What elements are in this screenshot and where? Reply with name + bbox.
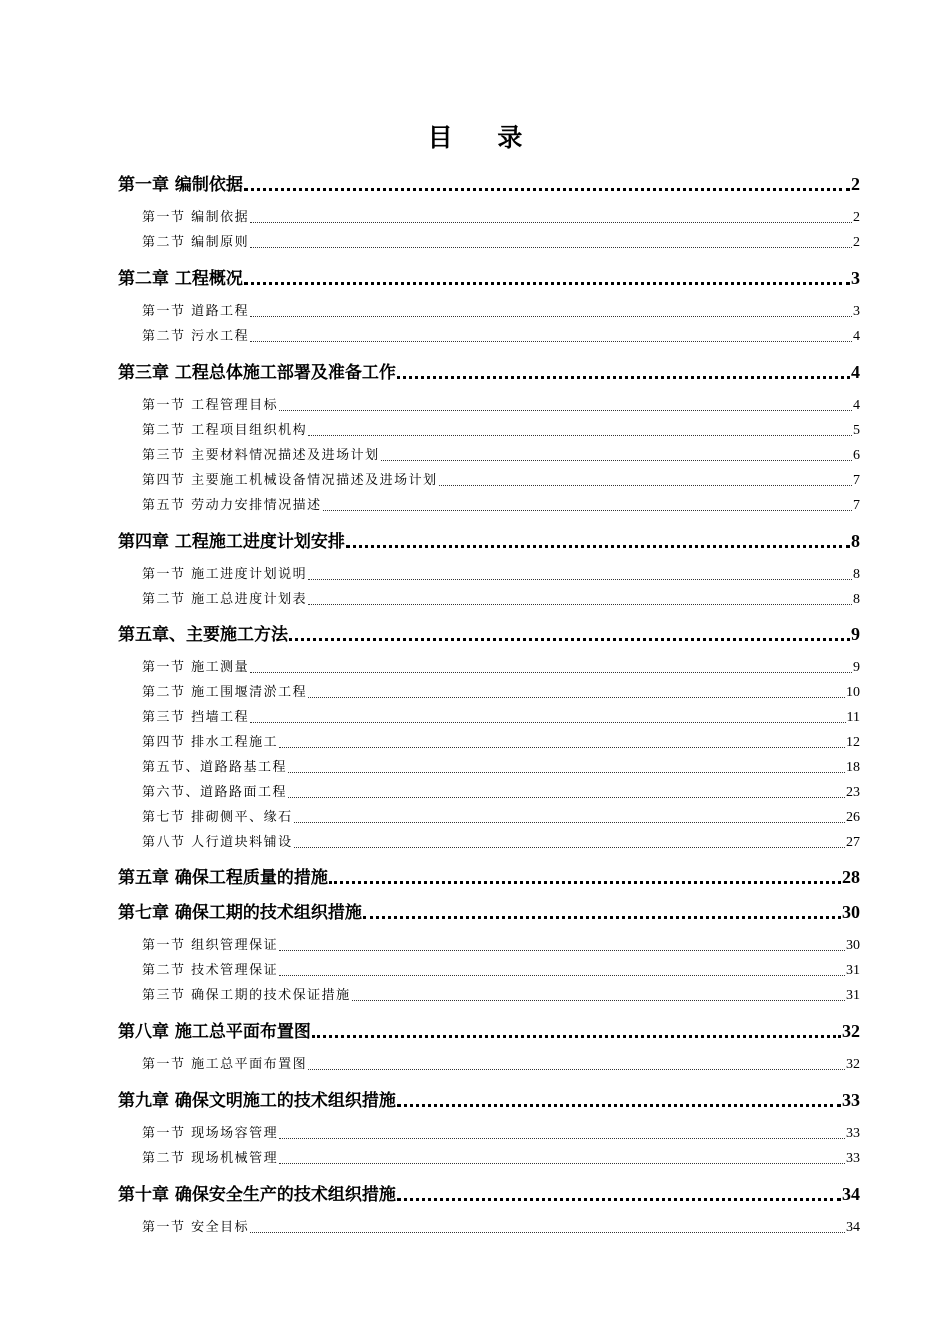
dot-leader (279, 961, 845, 981)
toc-entry-label: 第二节 施工围堰清淤工程 (142, 685, 308, 700)
page-title: 目 录 (427, 123, 541, 152)
toc-page-number: 2 (853, 210, 860, 225)
dot-leader (279, 733, 845, 753)
toc-page-number: 3 (853, 304, 860, 319)
toc-section-entry[interactable] (142, 208, 860, 228)
toc-section-entry[interactable] (142, 733, 860, 753)
toc-entry-label: 第一节 工程管理目标 (142, 398, 279, 413)
toc-section-entry[interactable] (142, 327, 860, 347)
toc-entry-label: 第三节 主要材料情况描述及进场计划 (142, 448, 380, 463)
dot-leader (288, 783, 845, 803)
toc-entry-label: 第三节 挡墙工程 (142, 710, 250, 725)
toc-entry-label: 第二节 施工总进度计划表 (142, 592, 308, 607)
dot-leader (294, 833, 845, 853)
toc-section-entry[interactable] (142, 986, 860, 1006)
dot-leader (397, 1181, 841, 1207)
dot-leader (308, 590, 852, 610)
toc-entry-label: 第五节、道路路基工程 (142, 760, 288, 775)
dot-leader (250, 708, 845, 728)
toc-page-number: 4 (853, 398, 860, 413)
dot-leader (244, 171, 850, 197)
dot-leader (279, 1124, 845, 1144)
toc-section-entry[interactable] (142, 446, 860, 466)
dot-leader (381, 446, 852, 466)
toc-entry-label: 第二节 工程项目组织机构 (142, 423, 308, 438)
toc-section-entry[interactable] (142, 1149, 860, 1169)
dot-leader (308, 421, 852, 441)
toc-chapter-entry[interactable] (118, 899, 860, 925)
toc-section-entry[interactable] (142, 936, 860, 956)
dot-leader (250, 233, 852, 253)
toc-page-number: 3 (851, 268, 860, 288)
toc-section-entry[interactable] (142, 471, 860, 491)
toc-entry-label: 第三章 工程总体施工部署及准备工作 (118, 363, 396, 383)
toc-entry-label: 第三节 确保工期的技术保证措施 (142, 988, 351, 1003)
toc-entry-label: 第二节 编制原则 (142, 235, 250, 250)
toc-chapter-entry[interactable] (118, 1087, 860, 1113)
toc-entry-label: 第四节 排水工程施工 (142, 735, 279, 750)
dot-leader (363, 899, 841, 925)
toc-entry-label: 第六节、道路路面工程 (142, 785, 288, 800)
toc-section-entry[interactable] (142, 808, 860, 828)
dot-leader (250, 208, 852, 228)
dot-leader (279, 1149, 845, 1169)
dot-leader (279, 936, 845, 956)
dot-leader (244, 265, 850, 291)
toc-section-entry[interactable] (142, 496, 860, 516)
toc-page-number: 4 (851, 362, 860, 382)
toc-page-number: 4 (853, 329, 860, 344)
toc-page-number: 23 (846, 785, 860, 800)
toc-entry-label: 第二节 技术管理保证 (142, 963, 279, 978)
dot-leader (294, 808, 845, 828)
toc-section-entry[interactable] (142, 590, 860, 610)
dot-leader (346, 528, 850, 554)
toc-entry-label: 第二节 污水工程 (142, 329, 250, 344)
toc-page-number: 6 (853, 448, 860, 463)
toc-chapter-entry[interactable] (118, 359, 860, 385)
toc-section-entry[interactable] (142, 1055, 860, 1075)
toc-page-number: 7 (853, 498, 860, 513)
toc-section-entry[interactable] (142, 421, 860, 441)
toc-entry-label: 第七章 确保工期的技术组织措施 (118, 903, 362, 923)
toc-entry-label: 第一节 编制依据 (142, 210, 250, 225)
toc-page-number: 11 (846, 710, 860, 725)
toc-entry-label: 第一节 道路工程 (142, 304, 250, 319)
toc-section-entry[interactable] (142, 396, 860, 416)
toc-page-number: 28 (842, 867, 860, 887)
dot-leader (323, 496, 852, 516)
toc-page-number: 8 (853, 592, 860, 607)
toc-entry-label: 第四节 主要施工机械设备情况描述及进场计划 (142, 473, 438, 488)
toc-page-number: 8 (851, 531, 860, 551)
toc-section-entry[interactable] (142, 961, 860, 981)
toc-page-number: 33 (846, 1151, 860, 1166)
toc-chapter-entry[interactable] (118, 171, 860, 197)
dot-leader (352, 986, 845, 1006)
toc-page-number: 8 (853, 567, 860, 582)
toc-section-entry[interactable] (142, 1218, 860, 1238)
toc-entry-label: 第九章 确保文明施工的技术组织措施 (118, 1091, 396, 1111)
toc-section-entry[interactable] (142, 783, 860, 803)
dot-leader (397, 1087, 841, 1113)
dot-leader (289, 621, 850, 647)
toc-page-number: 7 (853, 473, 860, 488)
dot-leader (308, 565, 852, 585)
toc-section-entry[interactable] (142, 833, 860, 853)
toc-entry-label: 第七节 排砌侧平、缘石 (142, 810, 293, 825)
dot-leader (250, 327, 852, 347)
toc-page-number: 32 (846, 1057, 860, 1072)
dot-leader (250, 658, 852, 678)
dot-leader (308, 1055, 845, 1075)
toc-page-number: 5 (853, 423, 860, 438)
dot-leader (279, 396, 852, 416)
toc-chapter-entry[interactable] (118, 528, 860, 554)
toc-page-number: 33 (842, 1090, 860, 1110)
toc-page-number: 34 (846, 1220, 860, 1235)
toc-page-number: 30 (846, 938, 860, 953)
toc-entry-label: 第八节 人行道块料铺设 (142, 835, 293, 850)
toc-entry-label: 第一节 施工进度计划说明 (142, 567, 308, 582)
toc-section-entry[interactable] (142, 683, 860, 703)
toc-section-entry[interactable] (142, 565, 860, 585)
toc-page-number: 32 (842, 1021, 860, 1041)
toc-page-number: 31 (846, 988, 860, 1003)
toc-page-number: 2 (853, 235, 860, 250)
toc-section-entry[interactable] (142, 302, 860, 322)
toc-entry-label: 第一章 编制依据 (118, 175, 243, 195)
toc-chapter-entry[interactable] (118, 621, 860, 647)
toc-entry-label: 第四章 工程施工进度计划安排 (118, 532, 345, 552)
toc-page-number: 2 (851, 174, 860, 194)
toc-chapter-entry[interactable] (118, 1018, 860, 1044)
toc-page-number: 33 (846, 1126, 860, 1141)
toc-entry-label: 第二节 现场机械管理 (142, 1151, 279, 1166)
dot-leader (439, 471, 852, 491)
toc-chapter-entry[interactable] (118, 1181, 860, 1207)
toc-page-number: 12 (846, 735, 860, 750)
dot-leader (397, 359, 850, 385)
dot-leader (312, 1018, 841, 1044)
toc-page-number: 9 (853, 660, 860, 675)
toc-entry-label: 第五节 劳动力安排情况描述 (142, 498, 322, 513)
toc-entry-label: 第五章 确保工程质量的措施 (118, 868, 328, 888)
dot-leader (308, 683, 845, 703)
toc-page-number: 31 (846, 963, 860, 978)
toc-page-number: 30 (842, 902, 860, 922)
toc-entry-label: 第十章 确保安全生产的技术组织措施 (118, 1185, 396, 1205)
toc-entry-label: 第八章 施工总平面布置图 (118, 1022, 311, 1042)
toc-entry-label: 第一节 安全目标 (142, 1220, 250, 1235)
toc-entry-label: 第一节 组织管理保证 (142, 938, 279, 953)
dot-leader (329, 864, 841, 890)
dot-leader (250, 1218, 845, 1238)
toc-page-number: 27 (846, 835, 860, 850)
toc-page-number: 26 (846, 810, 860, 825)
dot-leader (250, 302, 852, 322)
toc-page-number: 10 (846, 685, 860, 700)
toc-page-number: 18 (846, 760, 860, 775)
toc-entry-label: 第五章、主要施工方法 (118, 625, 288, 645)
toc-entry-label: 第一节 施工测量 (142, 660, 250, 675)
toc-section-entry[interactable] (142, 708, 860, 728)
dot-leader (288, 758, 845, 778)
toc-section-entry[interactable] (142, 1124, 860, 1144)
toc-page-number: 9 (851, 624, 860, 644)
toc-entry-label: 第一节 施工总平面布置图 (142, 1057, 308, 1072)
toc-entry-label: 第二章 工程概况 (118, 269, 243, 289)
toc-section-entry[interactable] (142, 758, 860, 778)
toc-chapter-entry[interactable] (118, 864, 860, 890)
toc-entry-label: 第一节 现场场容管理 (142, 1126, 279, 1141)
toc-chapter-entry[interactable] (118, 265, 860, 291)
toc-section-entry[interactable] (142, 658, 860, 678)
toc-section-entry[interactable] (142, 233, 860, 253)
toc-page-number: 34 (842, 1184, 860, 1204)
